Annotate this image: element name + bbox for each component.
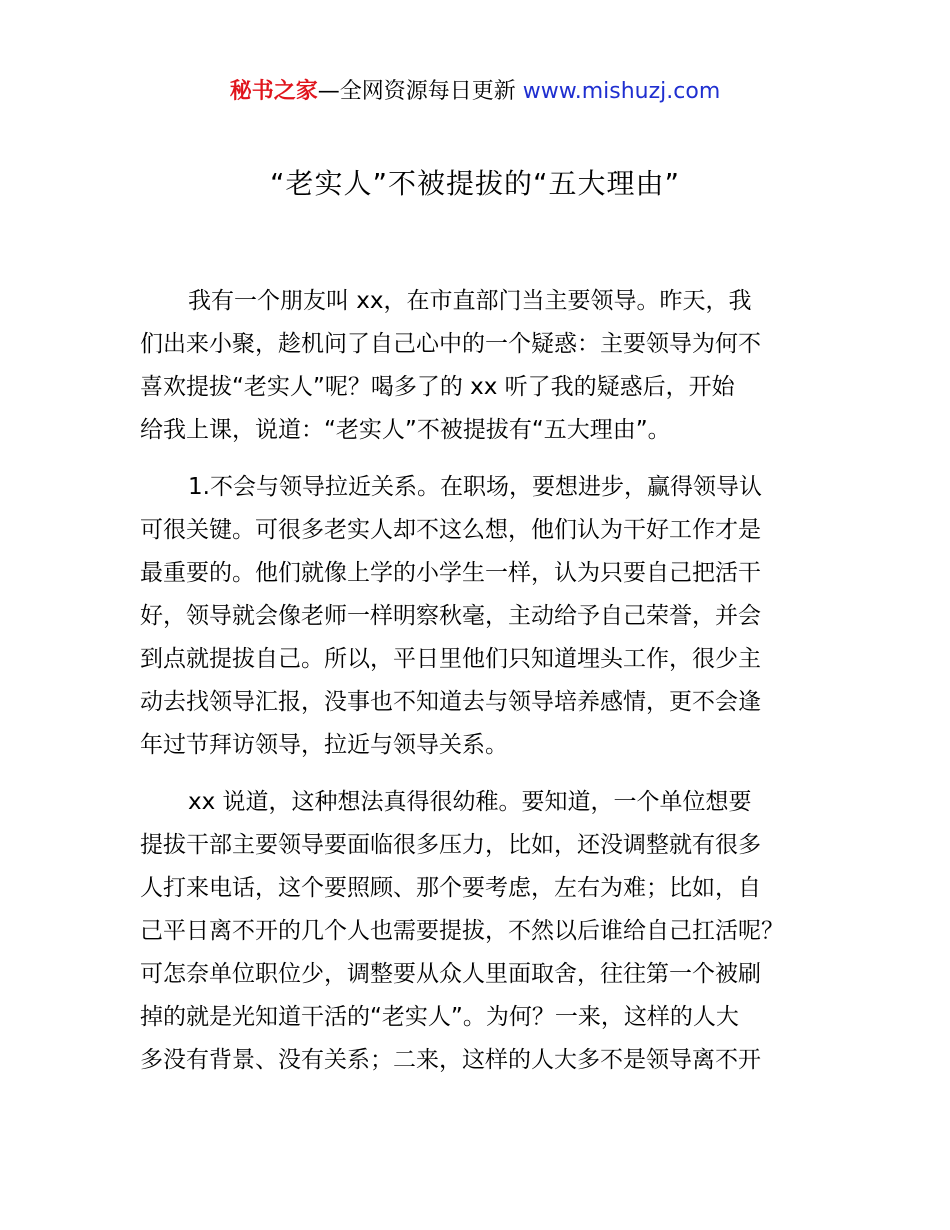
text-line: 给我上课，说道：“老实人”不被提拔有“五大理由”。 [140, 417, 671, 443]
paragraph-reason-1 [140, 466, 816, 767]
text-line: 们出来小聚，趁机问了自己心中的一个疑惑：主要领导为何不 [140, 331, 761, 357]
text-line: 年过节拜访领导，拉近与领导关系。 [140, 732, 508, 758]
text-line: 己平日离不开的几个人也需要提拔，不然以后谁给自己扛活呢？ [140, 918, 784, 944]
text-line: 喜欢提拔“老实人”呢？喝多了的 xx 听了我的疑惑后，开始 [140, 374, 735, 400]
text-line: 可很关键。可很多老实人却不这么想，他们认为干好工作才是 [140, 517, 761, 543]
document-body [140, 280, 816, 1096]
text-line: 掉的就是光知道干活的“老实人”。为何？一来，这样的人大 [140, 1004, 739, 1030]
site-brand: 秘书之家 [229, 79, 318, 104]
text-line: xx 说道，这种想法真得很幼稚。要知道，一个单位想要 [188, 789, 752, 815]
site-tagline: —全网资源每日更新 [317, 79, 523, 104]
site-url-link[interactable]: www.mishuzj.com [522, 79, 721, 104]
text-line: 人打来电话，这个要照顾、那个要考虑，左右为难；比如，自 [140, 875, 761, 901]
text-line: 动去找领导汇报，没事也不知道去与领导培养感情，更不会逢 [140, 689, 761, 715]
document-title: “老实人”不被提拔的“五大理由” [269, 167, 681, 200]
paragraph-explanation [140, 781, 816, 1082]
site-header [0, 76, 950, 108]
text-line: 我有一个朋友叫 xx，在市直部门当主要领导。昨天，我 [188, 288, 752, 314]
text-line: 1.不会与领导拉近关系。在职场，要想进步，赢得领导认 [188, 474, 762, 500]
text-line: 好，领导就会像老师一样明察秋毫，主动给予自己荣誉，并会 [140, 603, 761, 629]
text-line: 最重要的。他们就像上学的小学生一样，认为只要自己把活干 [140, 560, 761, 586]
text-line: 到点就提拔自己。所以，平日里他们只知道埋头工作，很少主 [140, 646, 761, 672]
text-line: 提拔干部主要领导要面临很多压力，比如，还没调整就有很多 [140, 832, 761, 858]
text-line: 多没有背景、没有关系；二来，这样的人大多不是领导离不开 [140, 1047, 761, 1073]
text-line: 可怎奈单位职位少，调整要从众人里面取舍，往往第一个被刷 [140, 961, 761, 987]
paragraph-intro [140, 280, 816, 452]
